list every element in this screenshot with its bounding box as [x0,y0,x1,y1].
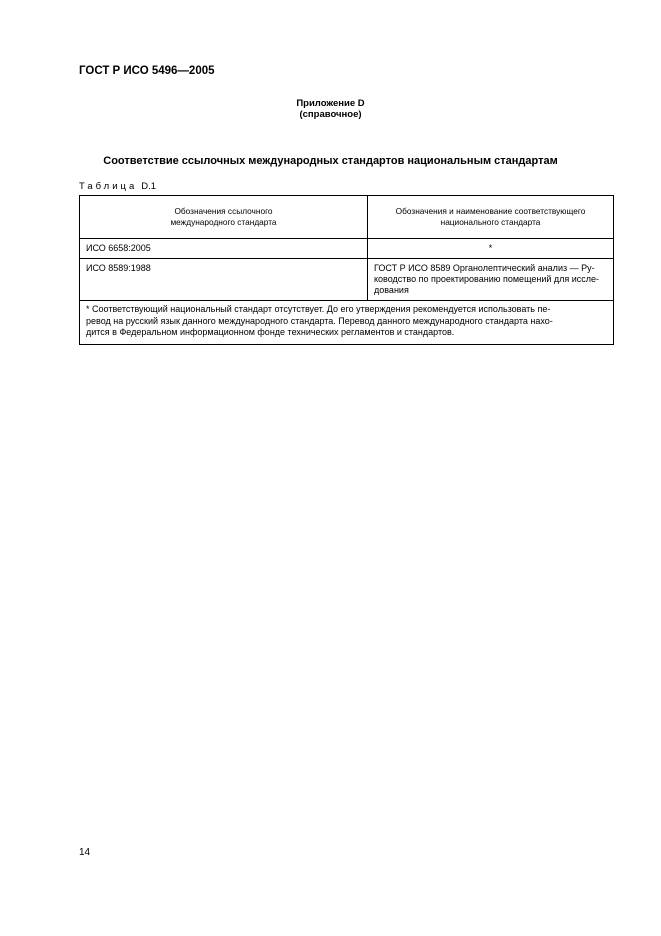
header-international-standard: Обозначения ссылочного международного стандарта [80,196,368,239]
page-number: 14 [79,847,91,858]
cell-national: ГОСТ Р ИСО 8589 Органолептический анализ — Ру- ководство по проектированию помещений для иссле- дования [368,259,614,301]
cell-national: * [368,239,614,259]
table-caption-label: Таблица [79,181,138,192]
section-title: Соответствие ссылочных международных стандартов национальным стандартам [103,155,558,167]
annex-heading [0,98,661,120]
correspondence-table [79,195,614,345]
table-header-row [80,196,614,239]
cell-international: ИСО 6658:2005 [80,239,368,259]
table-row [80,239,614,259]
document-code: ГОСТ Р ИСО 5496—2005 [79,65,215,77]
cell-international: ИСО 8589:1988 [80,259,368,301]
table-footnote-row [80,301,614,345]
table-footnote: * Соответствующий национальный стандарт отсутствует. До его утверждения рекомендуется использовать пе- ревод на русский язык данного международного стандарта. Перевод данного международного стандарта нахо- дится в Федеральном информационном фонде технических регламентов и стандартов. [80,301,614,345]
table-caption [79,181,156,192]
table-caption-number: D.1 [141,181,157,192]
header-national-standard: Обозначения и наименование соответствующего национального стандарта [368,196,614,239]
table-row [80,259,614,301]
annex-subtitle: (справочное) [299,109,362,120]
annex-title: Приложение D [296,98,365,109]
